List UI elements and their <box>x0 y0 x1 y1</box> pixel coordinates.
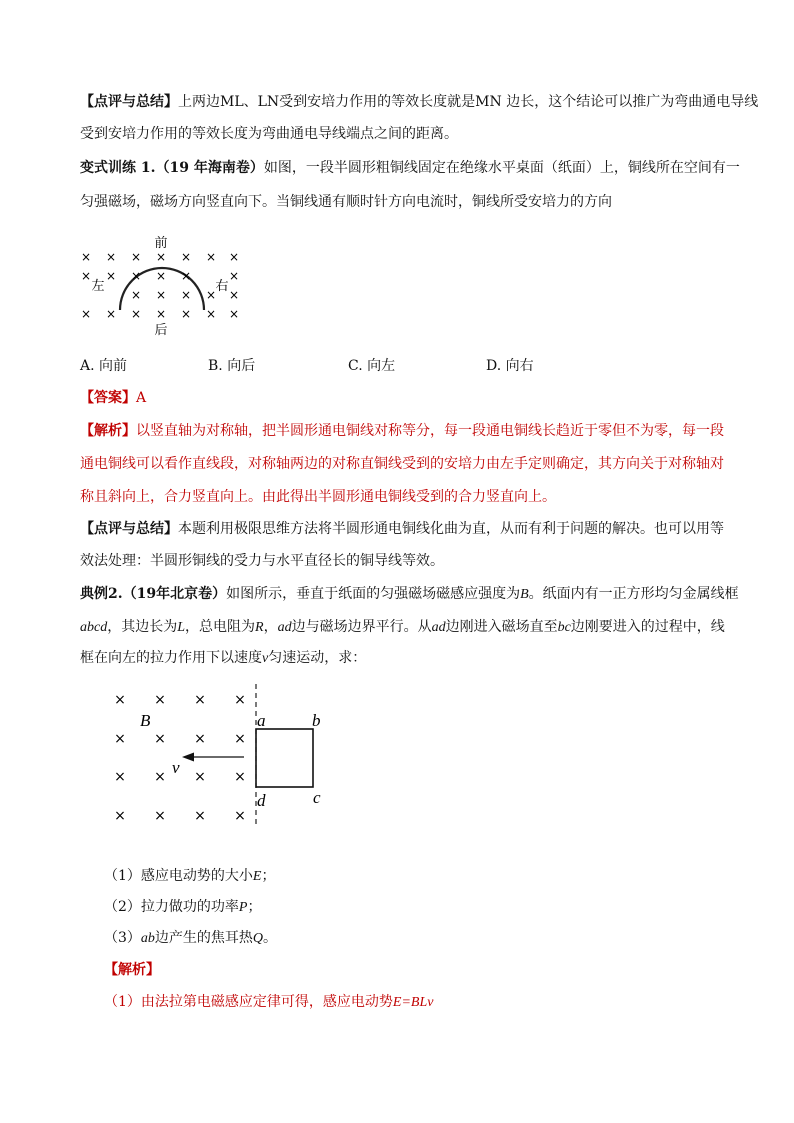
question-text: ； <box>247 899 262 915</box>
label-d: d <box>257 791 266 810</box>
example-text: ，总电阻为 <box>185 619 256 635</box>
review-paragraph-1 <box>80 92 758 112</box>
field-cross: × <box>228 269 240 283</box>
review-text: 受到安培力作用的等效长度为弯曲通电导线端点之间的距离。 <box>80 126 458 142</box>
analysis-paragraph-1-cont <box>80 454 724 474</box>
field-cross: × <box>205 250 217 264</box>
field-cross: × <box>234 808 246 824</box>
field-cross: × <box>154 731 166 747</box>
velocity-arrowhead <box>182 753 194 762</box>
field-cross: × <box>114 692 126 708</box>
field-cross: × <box>228 307 240 321</box>
figure-square-frame <box>104 682 344 832</box>
variant-label: 变式训练 1. <box>80 160 156 176</box>
field-cross: × <box>228 250 240 264</box>
example-text: 边刚要进入的过程中，线 <box>570 619 725 635</box>
variant-question-1 <box>80 158 740 178</box>
option-text: 向后 <box>227 358 256 374</box>
field-cross: × <box>130 288 142 302</box>
example-text: 边刚进入磁场直至 <box>445 619 558 635</box>
analysis-step-1 <box>104 992 433 1013</box>
example-text: 如图所示，垂直于纸面的匀强磁场磁感应强度为 <box>226 586 521 602</box>
field-cross: × <box>130 269 142 283</box>
field-cross: × <box>234 769 246 785</box>
analysis-text: 通电铜线可以看作直线段，对称轴两边的对称直铜线受到的安培力由左手定则确定，其方向关于对称轴对 <box>80 456 724 472</box>
question-text: （2）拉力做功的功率 <box>104 899 239 915</box>
field-cross: × <box>194 808 206 824</box>
magnetic-field-crosses <box>114 692 246 824</box>
question-text: 。 <box>263 930 278 946</box>
example-text: 匀速运动，求： <box>268 650 367 666</box>
question-text: （3） <box>104 930 141 946</box>
field-cross: × <box>155 288 167 302</box>
option-a <box>80 356 127 376</box>
analysis-tag: 【解析】 <box>80 423 136 439</box>
question-text: （1）感应电动势的大小 <box>104 868 253 884</box>
analysis-text: 称且斜向上，合力竖直向上。由此得出半圆形通电铜线受到的合力竖直向上。 <box>80 489 556 505</box>
field-cross: × <box>180 250 192 264</box>
analysis-text: （1）由法拉第电磁感应定律可得，感应电动势 <box>104 994 393 1010</box>
example-text: 。纸面内有一正方形均匀金属线框 <box>528 586 739 602</box>
label-right: 右 <box>215 279 229 294</box>
field-cross: × <box>154 769 166 785</box>
field-cross: × <box>180 288 192 302</box>
example-text: 边与磁场边界平行。从 <box>291 619 432 635</box>
example-label: 典例2. <box>80 586 123 602</box>
example-question-2 <box>80 584 739 605</box>
field-cross: × <box>80 307 92 321</box>
field-cross: × <box>194 769 206 785</box>
field-cross: × <box>205 307 217 321</box>
review-text: 本题利用极限思维方法将半圆形通电铜线化曲为直，从而有利于问题的解决。也可以用等 <box>178 521 724 537</box>
analysis-paragraph-1 <box>80 421 724 441</box>
option-text: 向左 <box>367 358 396 374</box>
field-cross: × <box>80 250 92 264</box>
symbol-ad: ad <box>431 620 446 635</box>
example-text: 框在向左的拉力作用下以速度 <box>80 650 262 666</box>
field-cross: × <box>105 307 117 321</box>
review-tag: 【点评与总结】 <box>80 94 178 110</box>
option-d <box>486 356 534 376</box>
label-b: b <box>312 711 321 730</box>
label-left: 左 <box>91 279 105 294</box>
field-cross: × <box>105 269 117 283</box>
field-cross: × <box>80 269 92 283</box>
symbol-P: P <box>238 900 248 915</box>
answer-tag: 【答案】 <box>80 390 136 406</box>
field-cross: × <box>194 692 206 708</box>
symbol-Q: Q <box>252 931 264 946</box>
field-cross: × <box>194 731 206 747</box>
example-text: ，其边长为 <box>107 619 178 635</box>
analysis-tag: 【解析】 <box>104 962 160 978</box>
symbol-bc: bc <box>557 620 571 635</box>
field-cross: × <box>130 307 142 321</box>
option-letter: D. <box>486 358 502 374</box>
review-paragraph-1-cont <box>80 124 458 144</box>
field-cross: × <box>180 307 192 321</box>
field-cross: × <box>155 307 167 321</box>
field-cross: × <box>228 288 240 302</box>
label-v: v <box>172 758 180 777</box>
symbol-B: B <box>520 587 529 602</box>
variant-text: 如图，一段半圆形粗铜线固定在绝缘水平桌面（纸面）上，铜线所在空间有一 <box>263 160 740 176</box>
review-paragraph-2 <box>80 519 724 539</box>
field-cross: × <box>155 269 167 283</box>
field-cross: × <box>105 250 117 264</box>
analysis-paragraph-1-cont2 <box>80 487 556 507</box>
option-b <box>208 356 255 376</box>
square-frame <box>256 729 313 787</box>
field-cross: × <box>154 692 166 708</box>
label-front: 前 <box>154 236 168 251</box>
option-c <box>348 356 395 376</box>
figure-semicircle-wire <box>76 234 246 344</box>
symbol-ab: ab <box>140 931 155 946</box>
symbol-E: E <box>252 869 262 884</box>
field-cross: × <box>205 288 217 302</box>
example-question-2-cont <box>80 617 725 638</box>
sub-question-2 <box>104 897 261 918</box>
label-a: a <box>257 711 266 730</box>
question-text: ； <box>261 868 276 884</box>
field-cross: × <box>155 250 167 264</box>
label-B: B <box>140 711 151 730</box>
example-source: （19年北京卷） <box>122 586 227 602</box>
symbol-R: R <box>255 620 264 635</box>
sub-question-3 <box>104 928 277 949</box>
label-c: c <box>313 788 321 807</box>
analysis-text: 以竖直轴为对称轴，把半圆形通电铜线对称等分，每一段通电铜线长趋近于零但不为零，每一段 <box>136 423 724 439</box>
symbol-L: L <box>177 620 186 635</box>
field-cross: × <box>180 269 192 283</box>
example-question-2-cont2 <box>80 648 366 669</box>
field-cross: × <box>154 808 166 824</box>
analysis-heading-2 <box>104 960 160 980</box>
field-cross: × <box>114 769 126 785</box>
option-letter: B. <box>208 358 223 374</box>
variant-question-1-cont <box>80 192 612 212</box>
sub-question-1 <box>104 866 275 887</box>
field-cross: × <box>234 692 246 708</box>
field-cross: × <box>114 731 126 747</box>
field-cross: × <box>234 731 246 747</box>
review-text: 效法处理：半圆形铜线的受力与水平直径长的铜导线等效。 <box>80 553 444 569</box>
formula-emf: E=BLv <box>392 995 434 1010</box>
symbol-ad: ad <box>277 620 292 635</box>
review-tag: 【点评与总结】 <box>80 521 178 537</box>
example-text: ， <box>263 619 278 635</box>
option-text: 向右 <box>505 358 534 374</box>
symbol-abcd: abcd <box>80 620 108 635</box>
question-text: 边产生的焦耳热 <box>154 930 253 946</box>
answer-value: A <box>136 390 147 406</box>
field-cross: × <box>114 808 126 824</box>
field-cross: × <box>130 250 142 264</box>
option-text: 向前 <box>99 358 128 374</box>
option-letter: A. <box>80 358 95 374</box>
label-back: 后 <box>154 323 168 338</box>
variant-text: 匀强磁场，磁场方向竖直向下。当铜线通有顺时针方向电流时，铜线所受安培力的方向 <box>80 194 612 210</box>
review-paragraph-2-cont <box>80 551 444 571</box>
variant-source: （19 年海南卷） <box>155 160 264 176</box>
symbol-v: v <box>262 651 269 666</box>
review-text: 上两边ML、LN受到安培力作用的等效长度就是MN 边长，这个结论可以推广为弯曲通电导线 <box>178 94 759 110</box>
option-letter: C. <box>348 358 363 374</box>
answer-line <box>80 388 146 408</box>
